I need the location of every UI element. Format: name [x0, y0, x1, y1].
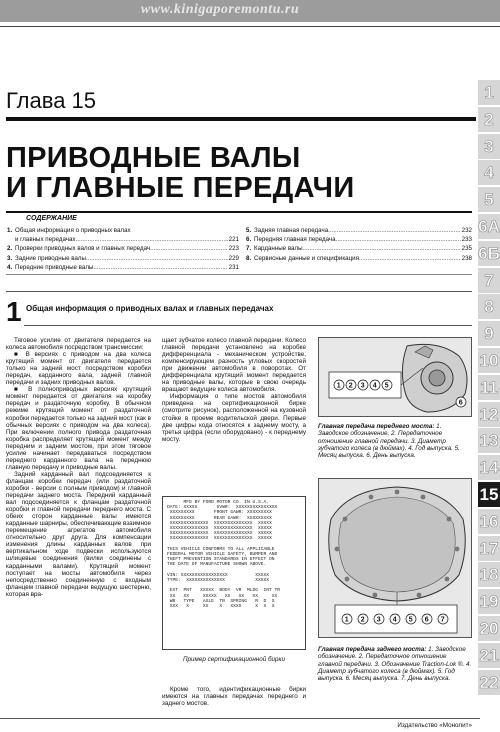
plate-line: XXXXXXXXX FRONT GAWR: XXXXXXXXX [167, 510, 272, 516]
plate-line: XXXXXXXXX REAR GAWR: XXXXXXXXX [167, 515, 272, 521]
plate-line: THIS VEHICLE CONFORMS TO ALL APPLICABLE [167, 546, 275, 552]
chapter-label: Глава 15 [6, 88, 97, 113]
toc-entry[interactable] [7, 244, 239, 253]
top-bar [0, 0, 500, 22]
plate-line: XX XX XXXXX XX XX XX XX [167, 593, 278, 599]
toc-right-column [246, 226, 472, 263]
plate-line: VIN: XXXXXXXXXXXXXXXXX XXXXX [167, 572, 269, 578]
svg-text:7: 7 [440, 616, 445, 624]
chapter-rule [6, 117, 476, 121]
plate-line: XXXXXXXXXXXXXX XXXXXXXXXXXXXX XXXXX [167, 531, 272, 537]
chapter-tab[interactable]: 21 [478, 643, 500, 668]
toc-leader-dots [303, 244, 461, 253]
chapter-tab[interactable]: 19 [478, 589, 500, 614]
toc-entry[interactable] [246, 254, 472, 263]
chapter-tab[interactable]: 18 [478, 562, 500, 587]
chapter-tab[interactable]: 14 [478, 455, 500, 480]
paragraph: Задний карданный вал подсоединяется к фланцам коробки передач (или раздаточной коробки - версии с полным приводом) и главной передачи заднего моста. Передний карданный вал подсоединяется к фланцам раздаточной коробки и главной передачи переднего моста. С обеих сторон карданные валы имеются карданные шарниры, обеспечивающие взаимное перемещение агрегатов автомобиля относительно друг друга. Для компенсации изменения длины карданных валов при вертикальном ходе подвески используются шлицевые соединения (вилки соединены с карданными валами). Крутящий момент поступает на мосты автомобиля через непосредственно соединенную с входным фланцем главной передачи ведущую шестерню, которая вра- [6, 470, 151, 598]
section-title: Общая информация о приводных валах и главных передачах [26, 304, 274, 313]
footer-rule [0, 718, 480, 719]
toc-entry-text: Задняя главная передача [254, 227, 329, 234]
front-axle-figure [318, 337, 472, 417]
toc-entry-page: 233 [461, 236, 472, 244]
chapter-tab[interactable]: 10 [478, 348, 500, 373]
toc-entry[interactable] [246, 244, 472, 253]
toc-entry-text: Передняя главная передача [254, 236, 336, 244]
chapter-tab[interactable]: 17 [478, 536, 500, 561]
plate-caption: Пример сертификационной бирки [182, 656, 286, 663]
chapter-tab[interactable]: 6А [478, 214, 500, 239]
svg-text:1: 1 [344, 616, 349, 624]
certification-label-image [162, 496, 306, 650]
svg-text:6: 6 [424, 616, 429, 624]
chapter-tab[interactable]: 11 [478, 375, 500, 400]
paragraph: Информация о типе мостов автомобиля приведена на сертификационной бирке (смотрите рисунок), расположенной на кузовной стойке в проеме водительской двери. Первые две цифры кода относятся к заднему мосту, а третья цифра (если оборудовано) - к переднему мосту. [162, 393, 306, 443]
chapter-tab[interactable]: 16 [478, 509, 500, 534]
chapter-tab[interactable]: 3 [478, 134, 500, 159]
svg-text:6: 6 [458, 399, 463, 407]
page-title [6, 143, 354, 203]
plate-line: MFD BY FORD MOTOR CO. IN U.S.A. [167, 500, 269, 505]
plate-line: FEDERAL MOTOR VEHICLE SAFETY, BUMPER AND [167, 552, 278, 558]
toc-entry-number: 8. [246, 254, 252, 262]
plate-line: DATE: XXXXX GVWR: XXXXXXXXXXXXXXX [167, 505, 278, 511]
svg-text:5: 5 [384, 382, 389, 390]
toc-entry-number: 3. [7, 254, 13, 262]
svg-text:2: 2 [360, 616, 365, 624]
toc-entry-number: 7. [246, 245, 252, 253]
toc-entry[interactable] [7, 235, 239, 244]
section-underline [24, 325, 472, 326]
title-line-1: ПРИВОДНЫЕ ВАЛЫ [6, 142, 301, 174]
front-axle-caption [318, 423, 472, 459]
plate-line: THE DATE OF MANUFACTURE SHOWN ABOVE. [167, 562, 267, 568]
toc-entry-number: 6. [246, 236, 252, 244]
toc-entry[interactable] [7, 226, 239, 235]
plate-line: WB TYPE AXLE TR SPRING R D S [167, 598, 275, 604]
toc-leader-dots [336, 235, 461, 244]
toc-entry-page: 232 [461, 227, 472, 234]
toc-leader-dots [86, 254, 228, 263]
toc-entry[interactable] [7, 263, 239, 272]
svg-text:1: 1 [336, 382, 341, 390]
caption-text: 1. Заводское обозначение. 2. Передаточное отношение главной передачи. 3. Обозначение Traction-Lok ®. 4. Диаметр зубчатого колеса (в дюймах). 5. Год выпуска. 6. Месяц выпуска. 7. День выпуска. [318, 646, 472, 683]
toc-entry-number: 4. [7, 263, 13, 271]
toc-entry-text: Передние приводные валы [15, 263, 94, 271]
text-column-2 [162, 337, 306, 443]
table-of-contents [6, 211, 472, 275]
chapter-tab[interactable]: 4 [478, 160, 500, 185]
chapter-tab[interactable]: 13 [478, 428, 500, 453]
chapter-tab[interactable]: 12 [478, 402, 500, 427]
toc-entry-page: 231 [228, 263, 239, 271]
rear-axle-drawing [319, 479, 472, 638]
toc-leader-dots [150, 244, 228, 253]
rear-axle-figure [318, 478, 472, 638]
chapter-tab[interactable]: 1 [478, 80, 500, 105]
svg-text:5: 5 [408, 616, 413, 624]
toc-entry-page: 221 [228, 236, 239, 244]
caption-lead: Главная передача заднего моста: [318, 646, 427, 653]
toc-entry-text: Задние приводные валы [15, 254, 86, 262]
toc-entry-number [7, 235, 15, 244]
header-rule [0, 26, 500, 27]
svg-text:4: 4 [392, 616, 397, 624]
toc-entry[interactable] [7, 254, 239, 263]
paragraph: Кроме того, идентификационные бирки имеются на главных передачах переднего и заднего мостов. [162, 686, 306, 708]
caption-lead: Главная передача переднего моста: [318, 423, 435, 430]
toc-entry-text: Проверки приводных валов и главных передач [15, 245, 151, 253]
toc-entry-text: Карданные валы [254, 245, 303, 253]
chapter-tab[interactable]: 22 [478, 670, 500, 695]
toc-entry-number: 5. [246, 227, 252, 234]
publisher-footer: Издательство «Монолит» [397, 722, 472, 729]
plate-line: THEFT PREVENTION STANDARDS IN EFFECT ON [167, 557, 275, 563]
toc-leader-dots [76, 235, 228, 244]
paragraph: ■ В полноприводных версиях крутящий момент передается от двигателя на коробку передач и раздаточную коробку. В обычном режиме крутящий момент от раздаточной коробки передается только на задний мост (как в обычных версиях с приводом на два колеса). При включении полного привода раздаточная коробка распределяет крутящий момент между передним и задним мостом, при этом тяговое усилие начинает передаваться посредством переднего карданного вала на переднюю главную передачу и приводные валы. [6, 386, 151, 471]
chapter-tab[interactable]: 8 [478, 294, 500, 319]
toc-leader-dots [93, 263, 227, 272]
paragraph: ■ В версиях с приводом на два колеса крутящий момент от двигателя передается только на задний мост посредством коробки передач, карданного вала, задней главной передачи и задних приводных валов. [6, 351, 151, 387]
text-column-1 [6, 337, 151, 598]
plate-line: XXXXXXXXXXXXXX XXXXXXXXXXXXXX XXXXX [167, 520, 272, 526]
plate-line: XXXXXXXXXXXXXX XXXXXXXXXXXXXX XXXXX [167, 526, 272, 532]
chapter-tab[interactable]: 7 [478, 268, 500, 293]
toc-leader-dots [328, 226, 461, 235]
rear-axle-caption [318, 646, 472, 682]
paragraph: Тяговое усилие от двигателя передается на колеса автомобиля посредством трансмиссии: [6, 337, 151, 352]
toc-entry-page: 238 [461, 254, 472, 262]
chapter-tabs [478, 80, 500, 696]
plate-line: TYPE: XXXXXXXXXXXXXX XXXXX [167, 578, 269, 584]
plate-line: XXXXXXXXXXXXXX XXXXXXXXXXXXXX XXXXX [167, 536, 272, 542]
paragraph: щает зубчатое колесо главной передачи. Колесо главной передачи установлено на коробке дифференциала - механическом устройстве, компенсирующем разность угловых скоростей при движении автомобиля в поворотах. От дифференциала крутящий момент передается на приводные валы, которые в свою очередь вращают ведущие колеса автомобиля. [162, 337, 306, 394]
chapter-tab[interactable]: 9 [478, 321, 500, 346]
svg-text:4: 4 [372, 382, 377, 390]
section-number: 1 [6, 296, 22, 327]
caption-text: 1. Заводское обозначение. 2. Передаточное отношение главной передачи. 3. Диаметр зубчатого колеса (в дюймах). 4. Год выпуска. 5. Месяц выпуска. 6. День выпуска. [318, 423, 460, 460]
toc-entry-page: 223 [228, 245, 239, 253]
chapter-tab[interactable]: 6Б [478, 241, 500, 266]
toc-entry-text: и главных передачах [15, 236, 76, 244]
toc-heading: СОДЕРЖАНИЕ [26, 215, 77, 222]
section-rule [6, 291, 472, 292]
chapter-tab[interactable]: 20 [478, 616, 500, 641]
chapter-tab[interactable]: 2 [478, 107, 500, 132]
toc-entry-number: 1. [7, 227, 13, 234]
chapter-tab[interactable]: 15 [478, 482, 500, 507]
toc-entry-text: Сервисные данные и спецификация [254, 254, 359, 262]
certification-label-text [167, 500, 280, 609]
svg-text:3: 3 [376, 616, 381, 624]
toc-leader-dots [359, 254, 461, 263]
toc-entry[interactable] [246, 226, 472, 235]
chapter-tab[interactable]: 5 [478, 187, 500, 212]
svg-text:2: 2 [348, 382, 353, 390]
front-axle-drawing [319, 338, 472, 417]
text-column-2-bottom [162, 686, 306, 707]
toc-left-column [7, 226, 239, 272]
title-line-2: И ГЛАВНЫЕ ПЕРЕДАЧИ [6, 172, 355, 204]
toc-entry[interactable] [246, 235, 472, 244]
plate-line: XXX X XX X XXXX X X X [167, 604, 275, 610]
svg-text:3: 3 [360, 382, 365, 390]
toc-entry-page: 235 [461, 245, 472, 253]
toc-entry-number: 2. [7, 245, 13, 253]
plate-line: EXT PNT XXXXX BODY VR MLDG INT TR [167, 588, 281, 594]
toc-entry-text: Общая информация о приводных валах [15, 227, 131, 234]
toc-entry-page: 229 [228, 254, 239, 262]
watermark: www.kinigaporemontu.ru [140, 2, 300, 17]
